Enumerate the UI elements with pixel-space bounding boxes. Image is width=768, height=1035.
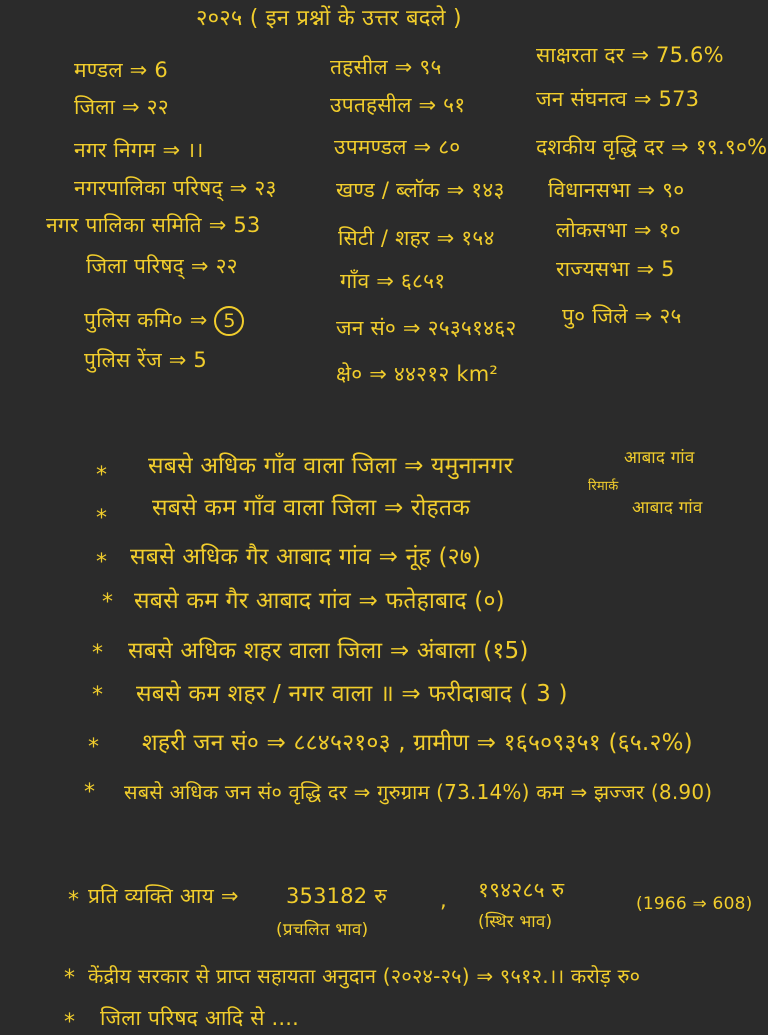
bullet-star: *: [96, 463, 107, 488]
fewest-villages-district: सबसे कम गाँव वाला जिला ⇒ रोहतक: [152, 495, 471, 521]
bullet-star: *: [88, 735, 99, 760]
page-title: २०२५ ( इन प्रश्नों के उत्तर बदले ): [196, 6, 462, 31]
bullet-star: *: [68, 888, 79, 913]
per-capita-fixed-value: १९४२८५ रु: [478, 878, 565, 902]
police-commissionerate-stat: [84, 306, 244, 336]
saksharta-dar-stat: साक्षरता दर ⇒ 75.6%: [536, 43, 724, 67]
gaon-stat: गाँव ⇒ ६८५१: [340, 269, 446, 293]
central-grant-line: केंद्रीय सरकार से प्राप्त सहायता अनुदान (२०२४-२५) ⇒ ९५१२.।। करोड़ रु०: [88, 964, 641, 988]
per-capita-1966-note: (1966 ⇒ 608): [636, 894, 753, 914]
rajyasabha-stat: राज्यसभा ⇒ 5: [556, 257, 675, 281]
remark-note: रिमार्क: [588, 479, 619, 494]
most-unpopulated-villages: सबसे अधिक गैर आबाद गांव ⇒ नूंह (२७): [130, 544, 482, 570]
vidhansabha-stat: विधानसभा ⇒ ९०: [548, 178, 685, 202]
fewest-unpopulated-villages: सबसे कम गैर आबाद गांव ⇒ फतेहाबाद (०): [134, 588, 505, 614]
nagar-nigam-stat: नगर निगम ⇒ ।।: [74, 138, 204, 162]
most-villages-district: सबसे अधिक गाँव वाला जिला ⇒ यमुनानगर: [148, 453, 514, 479]
most-cities-district: सबसे अधिक शहर वाला जिला ⇒ अंबाला (१5): [128, 638, 529, 664]
cut-off-line: जिला परिषद आदि से ....: [100, 1006, 299, 1030]
abaad-gaon-note-bottom: आबाद गांव: [632, 498, 703, 518]
urban-rural-population: शहरी जन सं० ⇒ ८८४५२१०३ , ग्रामीण ⇒ १६५०९३५१ (६५.२%): [142, 730, 693, 756]
loksabha-stat: लोकसभा ⇒ १०: [556, 218, 681, 242]
per-capita-fixed-note: (स्थिर भाव): [478, 912, 553, 932]
nagarpalika-samiti-stat: नगर पालिका समिति ⇒ 53: [46, 213, 261, 237]
nagarpalika-parishad-stat: नगरपालिका परिषद् ⇒ २३: [74, 176, 277, 200]
mandal-stat: मण्डल ⇒ 6: [74, 58, 168, 82]
comma-separator: ,: [440, 888, 447, 912]
bullet-star: *: [92, 683, 103, 708]
per-capita-income-label: प्रति व्यक्ति आय ⇒: [88, 884, 239, 908]
bullet-star: *: [102, 590, 113, 615]
pu-jile-stat: पु० जिले ⇒ २५: [562, 304, 682, 328]
khand-block-stat: खण्ड / ब्लॉक ⇒ १४३: [336, 178, 505, 202]
up-mandal-stat: उपमण्डल ⇒ ८०: [334, 135, 461, 159]
jan-sankhya-stat: जन सं० ⇒ २५३५१४६२: [336, 316, 517, 340]
jan-ghanatva-stat: जन संघनत्व ⇒ 573: [536, 87, 700, 111]
police-comm-circled-value: 5: [214, 306, 244, 336]
tehsil-stat: तहसील ⇒ ९५: [330, 55, 442, 79]
kshetrafal-stat: क्षे० ⇒ ४४२१२ km²: [336, 362, 499, 386]
per-capita-current-note: (प्रचलित भाव): [276, 920, 369, 940]
police-comm-label: पुलिस कमि० ⇒: [84, 308, 208, 332]
bullet-star: *: [84, 780, 95, 805]
city-shahar-stat: सिटी / शहर ⇒ १५४: [338, 226, 495, 250]
up-tehsil-stat: उपतहसील ⇒ ५१: [330, 93, 466, 117]
abaad-gaon-note-top: आबाद गांव: [624, 448, 695, 468]
jila-parishad-stat: जिला परिषद् ⇒ २२: [86, 254, 238, 278]
per-capita-current-value: 353182 रु: [286, 884, 387, 908]
police-range-stat: पुलिस रेंज ⇒ 5: [84, 348, 207, 372]
bullet-star: *: [96, 550, 107, 575]
dashkiya-vriddhi-stat: दशकीय वृद्धि दर ⇒ १९.९०%: [536, 135, 768, 159]
population-growth-rate: सबसे अधिक जन सं० वृद्धि दर ⇒ गुरुग्राम (73.14%) कम ⇒ झज्जर (8.90): [124, 780, 713, 804]
bullet-star: *: [64, 1010, 75, 1035]
jila-stat: जिला ⇒ २२: [74, 95, 169, 119]
bullet-star: *: [92, 641, 103, 666]
fewest-cities-district: सबसे कम शहर / नगर वाला ॥ ⇒ फरीदाबाद ( 3 ): [136, 681, 568, 707]
bullet-star: *: [64, 966, 75, 991]
bullet-star: *: [96, 506, 107, 531]
